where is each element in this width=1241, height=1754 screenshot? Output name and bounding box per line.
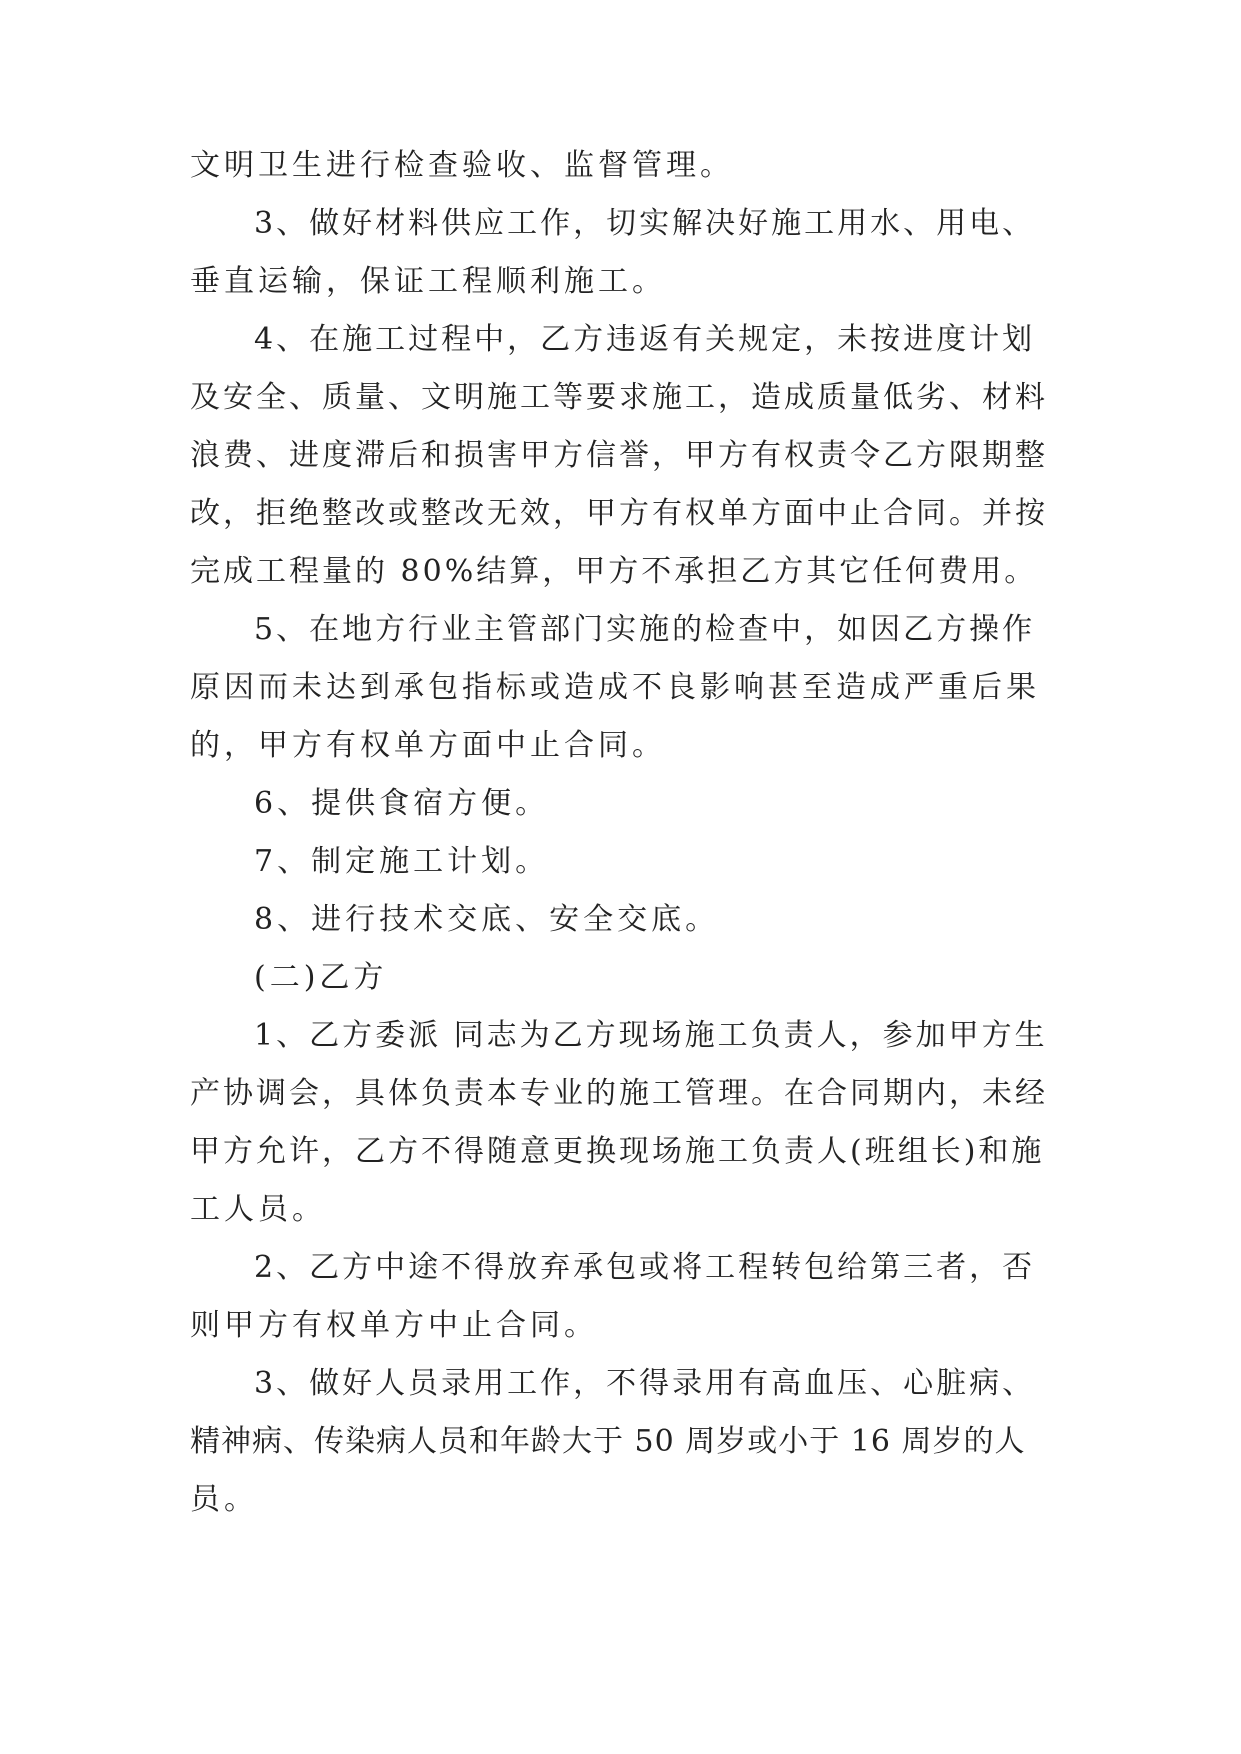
text-line: 2、乙方中途不得放弃承包或将工程转包给第三者，否 [254,1250,1036,1285]
text-line: 甲方允许，乙方不得随意更换现场施工负责人(班组长)和施 [190,1134,1045,1169]
text-line: 精神病、传染病人员和年龄大于 50 周岁或小于 16 周岁的人 [190,1424,1026,1459]
text-line: 7、制定施工计划。 [254,844,550,879]
text-line: 文明卫生进行检查验收、监督管理。 [190,148,734,183]
text-line: 6、提供食宿方便。 [254,786,550,821]
text-line: 原因而未达到承包指标或造成不良影响甚至造成严重后果 [190,670,1040,705]
text-line: 产协调会，具体负责本专业的施工管理。在合同期内，未经 [190,1076,1048,1111]
text-line: 8、进行技术交底、安全交底。 [254,902,720,937]
text-line: 完成工程量的 80%结算，甲方不承担乙方其它任何费用。 [190,554,1038,589]
text-line: 3、做好材料供应工作，切实解决好施工用水、用电、 [254,206,1036,241]
text-line: 垂直运输，保证工程顺利施工。 [190,264,666,299]
section-heading: (二)乙方 [254,960,388,995]
text-line: 3、做好人员录用工作，不得录用有高血压、心脏病、 [254,1366,1036,1401]
text-line: 员。 [190,1482,258,1517]
text-line: 工人员。 [190,1192,326,1227]
text-line: 及安全、质量、文明施工等要求施工，造成质量低劣、材料 [190,380,1048,415]
text-line: 则甲方有权单方中止合同。 [190,1308,598,1343]
text-line: 1、乙方委派 同志为乙方现场施工负责人，参加甲方生 [254,1018,1048,1053]
text-line: 4、在施工过程中，乙方违返有关规定，未按进度计划 [254,322,1036,357]
text-line: 改，拒绝整改或整改无效，甲方有权单方面中止合同。并按 [190,496,1048,531]
text-line: 5、在地方行业主管部门实施的检查中，如因乙方操作 [254,612,1036,647]
text-line: 浪费、进度滞后和损害甲方信誉，甲方有权责令乙方限期整 [190,438,1048,473]
text-line: 的，甲方有权单方面中止合同。 [190,728,666,763]
